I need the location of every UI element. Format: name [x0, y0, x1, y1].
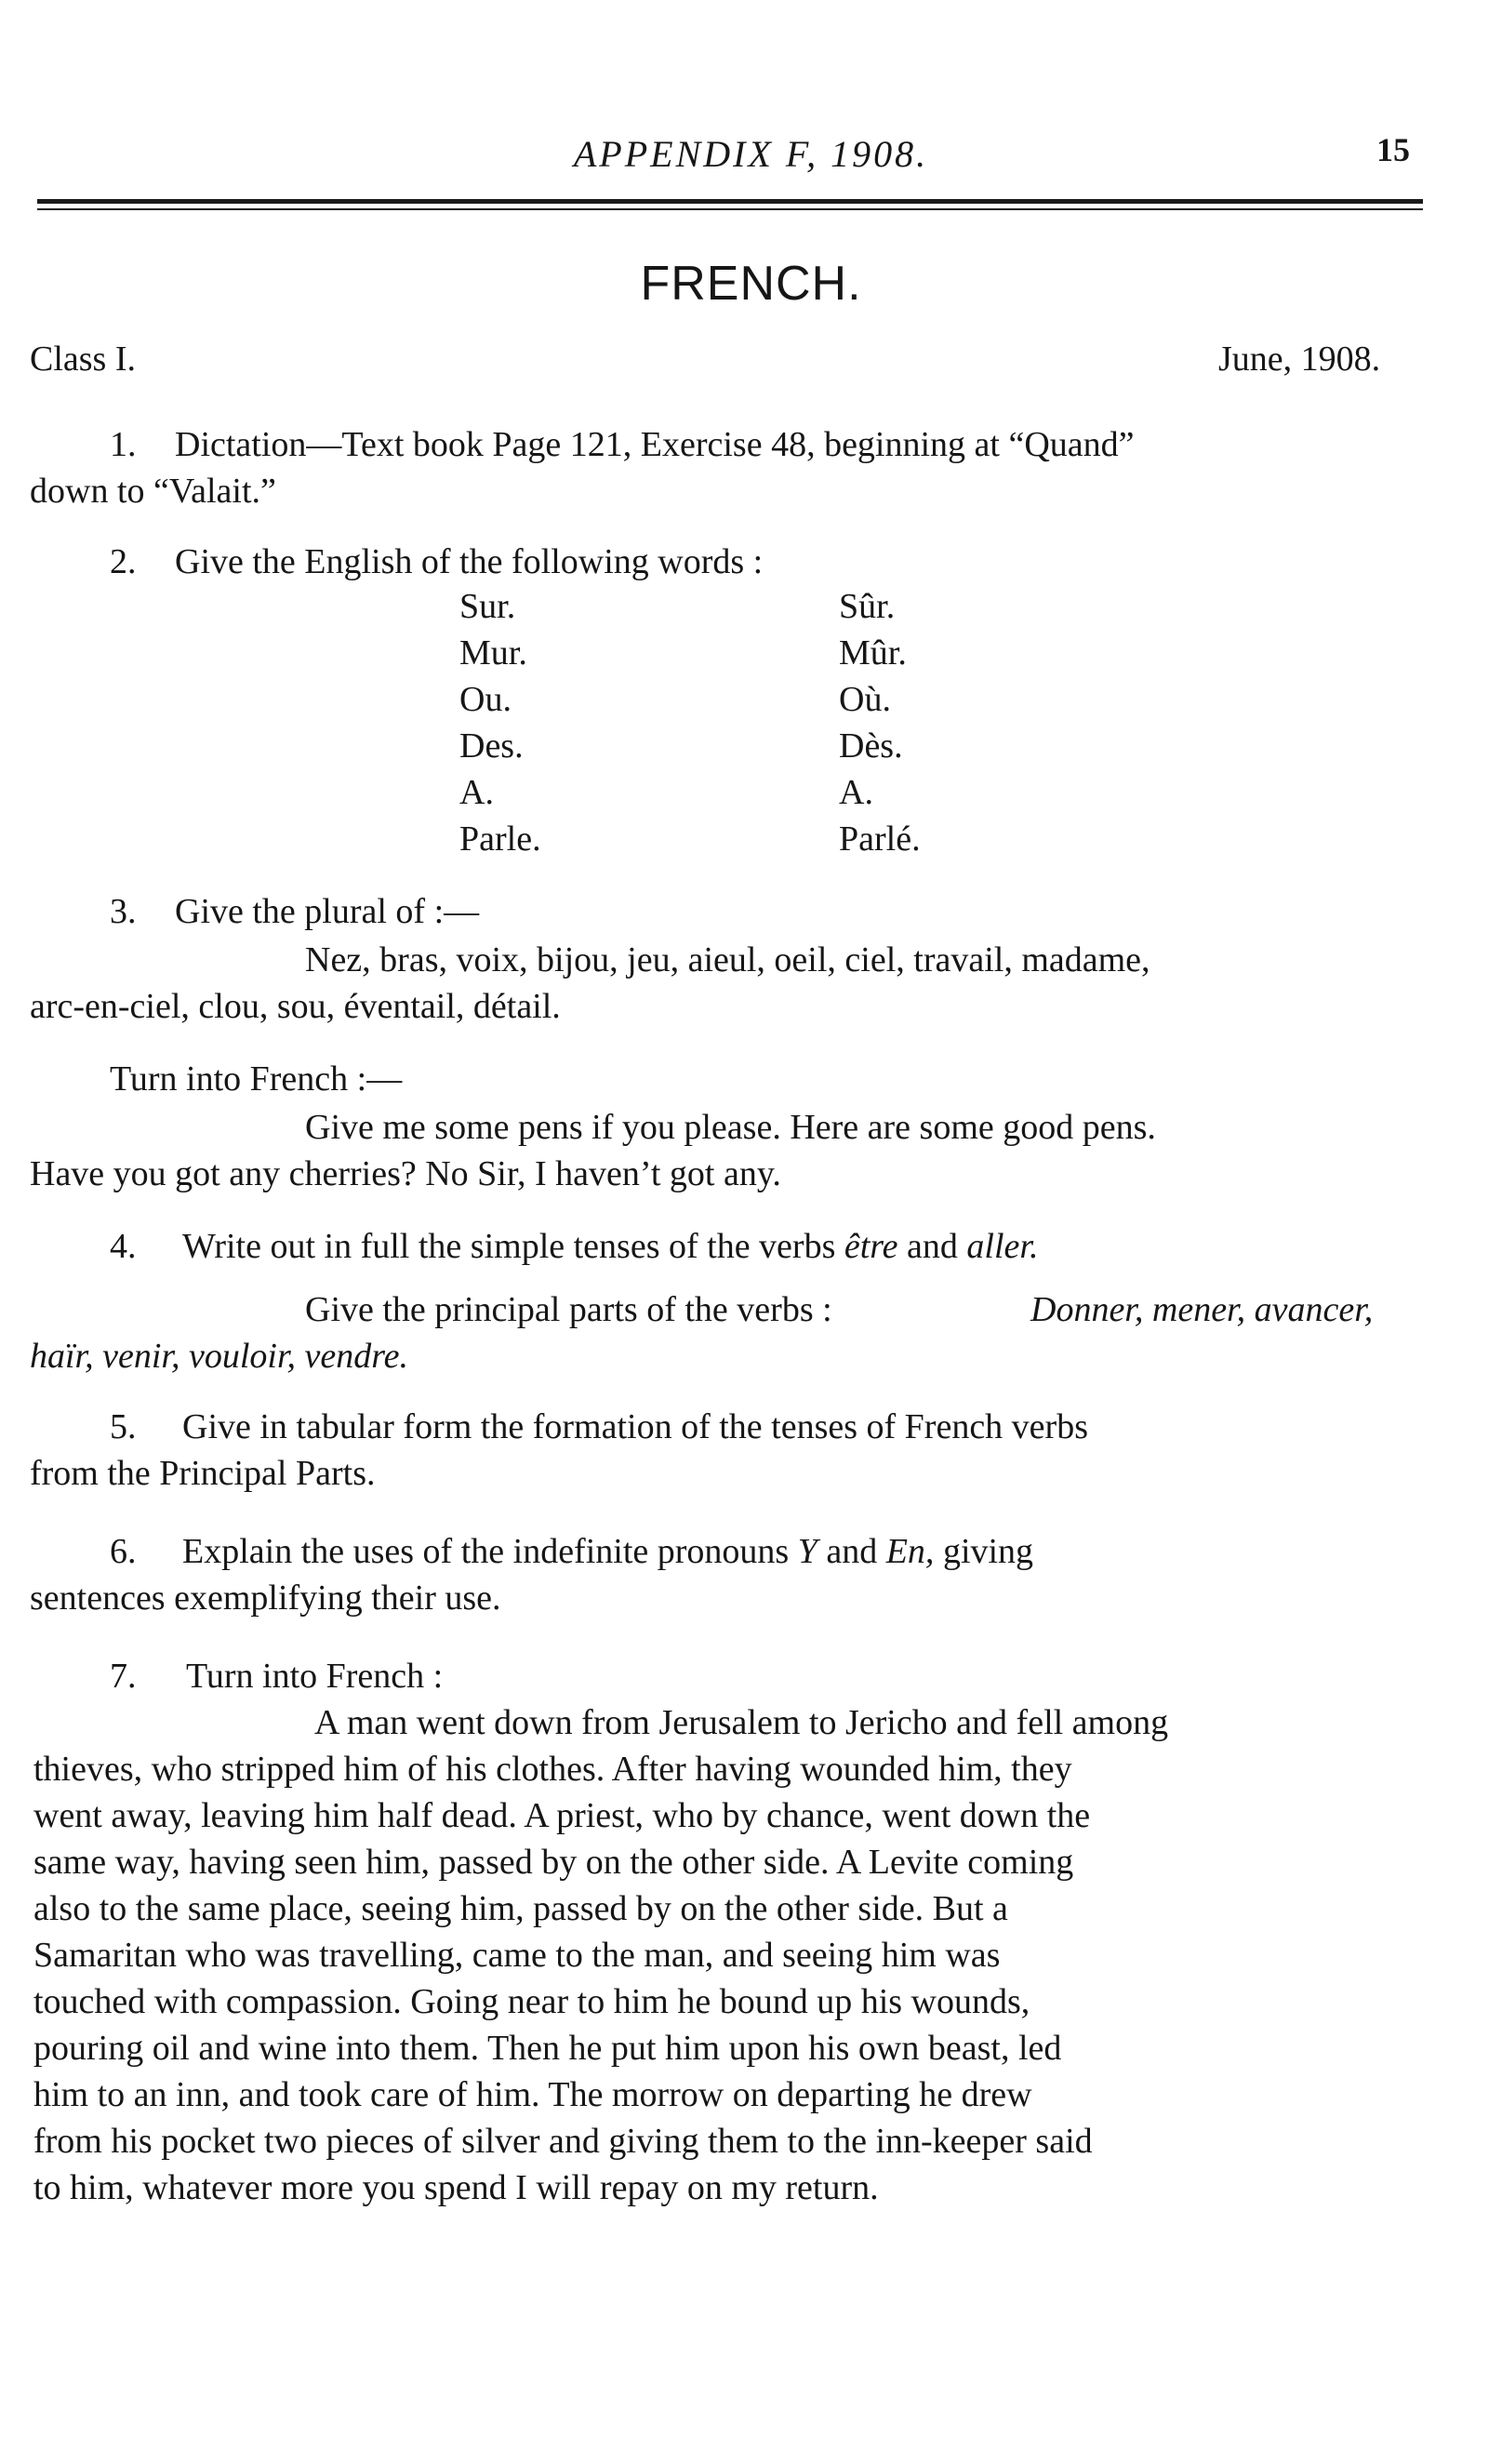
word-right: Sûr. — [839, 587, 896, 626]
sub-heading: Turn into French :— — [110, 1059, 403, 1099]
question-text: Give the principal parts of the verbs : — [305, 1290, 832, 1329]
word-left: Parle. — [459, 819, 541, 859]
question-continuation: sentences exemplifying their use. — [30, 1578, 501, 1618]
question-number: 5. — [110, 1407, 137, 1446]
passage-line: him to an inn, and took care of him. The morrow on departing he drew — [33, 2075, 1032, 2114]
passage-line: from his pocket two pieces of silver and giving them to the inn-keeper said — [33, 2122, 1093, 2161]
passage-line: same way, having seen him, passed by on the other side. A Levite coming — [33, 1843, 1074, 1882]
passage-line: also to the same place, seeing him, passed by on the other side. But a — [33, 1889, 1008, 1928]
verb-etre: être — [844, 1227, 898, 1266]
question-number: 3. — [110, 892, 137, 931]
question-number: 1. — [110, 425, 137, 464]
question-text-part: Write out in full the simple tenses of the verbs — [182, 1227, 844, 1266]
pronoun-y: Y — [797, 1532, 817, 1571]
question-continuation: down to “Valait.” — [30, 472, 276, 511]
section-title: FRENCH. — [640, 257, 862, 311]
passage-line: A man went down from Jerusalem to Jericho and fell among — [314, 1703, 1169, 1742]
word-left: Des. — [459, 726, 524, 766]
question-text-part: giving — [934, 1532, 1034, 1571]
translation-text: Have you got any cherries? No Sir, I haven’t got any. — [30, 1154, 781, 1193]
word-list-continuation: arc-en-ciel, clou, sou, éventail, détail. — [30, 987, 561, 1026]
header-rule-thin — [37, 208, 1423, 210]
passage-line: Samaritan who was travelling, came to the man, and seeing him was — [33, 1936, 1001, 1975]
question-text-part: Explain the uses of the indefinite pronouns — [182, 1532, 798, 1571]
question-number: 7. — [110, 1657, 137, 1696]
passage-line: touched with compassion. Going near to him he bound up his wounds, — [33, 1982, 1030, 2021]
passage-line: pouring oil and wine into them. Then he put him upon his own beast, led — [33, 2029, 1062, 2068]
word-left: Ou. — [459, 680, 512, 719]
word-right: Mûr. — [839, 633, 907, 673]
exam-date: June, 1908. — [1218, 340, 1381, 379]
class-label: Class I. — [30, 340, 136, 379]
question-continuation: from the Principal Parts. — [30, 1454, 376, 1493]
question-number: 2. — [110, 542, 137, 581]
question-number: 4. — [110, 1227, 137, 1266]
word-left: Mur. — [459, 633, 527, 673]
word-right: Dès. — [839, 726, 903, 766]
verb-list: Donner, mener, avancer, — [1030, 1290, 1374, 1329]
word-right: Parlé. — [839, 819, 921, 859]
verb-aller: aller. — [966, 1227, 1039, 1266]
question-text — [182, 1531, 1033, 1572]
question-text — [182, 1226, 1038, 1267]
word-left: Sur. — [459, 587, 516, 626]
word-right: A. — [839, 773, 873, 812]
page-number: 15 — [1376, 131, 1410, 168]
question-text-part: and — [897, 1227, 967, 1266]
running-header: APPENDIX F, 1908. — [573, 133, 929, 175]
word-right: Où. — [839, 680, 891, 719]
question-text: Give the English of the following words : — [175, 542, 764, 581]
translation-text: Give me some pens if you please. Here are some good pens. — [305, 1108, 1156, 1147]
passage-line: thieves, who stripped him of his clothes. After having wounded him, they — [33, 1750, 1072, 1789]
question-text: Give in tabular form the formation of the tenses of French verbs — [182, 1407, 1088, 1446]
header-rule — [37, 199, 1423, 204]
verb-list-continuation: haïr, venir, vouloir, vendre. — [30, 1337, 409, 1376]
passage-line: went away, leaving him half dead. A priest, who by chance, went down the — [33, 1796, 1091, 1835]
word-left: A. — [459, 773, 494, 812]
question-text: Give the plural of :— — [175, 892, 480, 931]
question-text-part: and — [817, 1532, 886, 1571]
pronoun-en: En, — [885, 1532, 935, 1571]
passage-line: to him, whatever more you spend I will repay on my return. — [33, 2168, 879, 2207]
question-text: Turn into French : — [186, 1657, 444, 1696]
question-number: 6. — [110, 1532, 137, 1571]
word-list: Nez, bras, voix, bijou, jeu, aieul, oeil, ciel, travail, madame, — [305, 940, 1150, 979]
question-text: Dictation—Text book Page 121, Exercise 48, beginning at “Quand” — [175, 425, 1135, 464]
